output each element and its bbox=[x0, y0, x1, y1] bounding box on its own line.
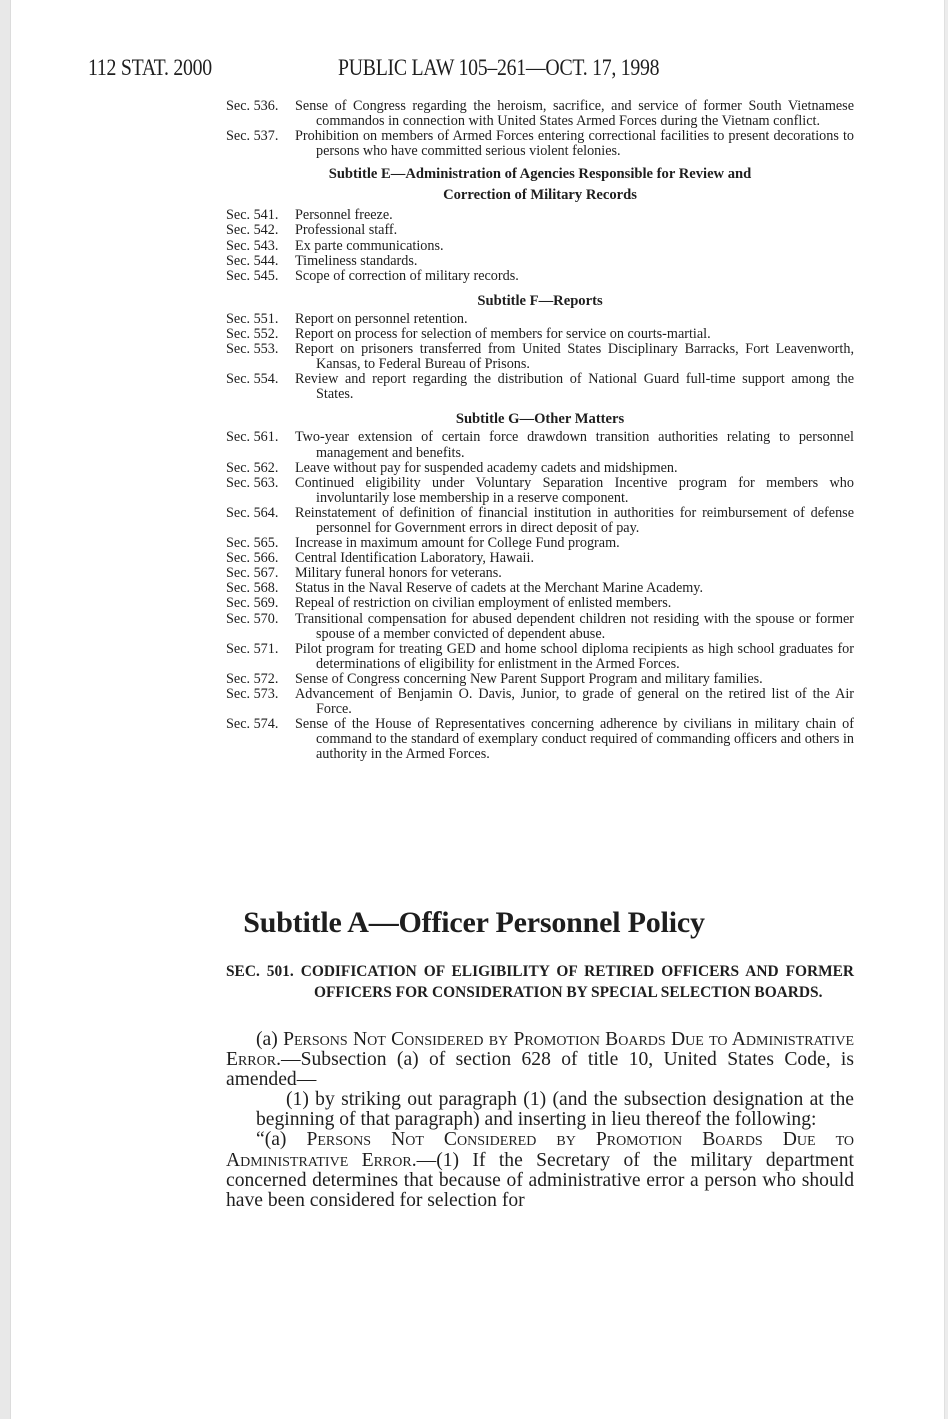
toc-subtitle-f-entries bbox=[226, 312, 854, 403]
quoted-subsection-a bbox=[226, 1130, 854, 1210]
page-left-edge bbox=[0, 0, 11, 1419]
toc-entry-number: Sec. 565. bbox=[226, 535, 279, 552]
toc-entry-number: Sec. 564. bbox=[226, 504, 279, 521]
toc-entry-title: Report on prisoners transferred from United States Disciplinary Barracks, Fort Leavenworth, Kansas, to Federal Bureau of Prisons. bbox=[295, 341, 854, 373]
toc-entry-number: Sec. 554. bbox=[226, 371, 279, 388]
table-of-contents bbox=[226, 99, 854, 762]
toc-entry-title: Prohibition on members of Armed Forces entering correctional facilities to present decorations to persons who have committed serious violent felonies. bbox=[295, 128, 854, 160]
toc-entry-title: Leave without pay for suspended academy cadets and midshipmen. bbox=[295, 459, 678, 476]
toc-subtitle-f-heading: Subtitle F—Reports bbox=[477, 292, 603, 309]
toc-entry bbox=[226, 566, 854, 581]
toc-entry bbox=[226, 430, 854, 460]
toc-entry-title: Timeliness standards. bbox=[295, 252, 418, 269]
toc-entry-title: Pilot program for treating GED and home school diploma recipients as high school graduates for determinations of eligibility for enlistment in the Armed Forces. bbox=[295, 640, 854, 672]
toc-subtitle-e-entries bbox=[226, 208, 854, 283]
toc-entry bbox=[226, 476, 854, 506]
toc-entry bbox=[226, 672, 854, 687]
toc-entry-title: Repeal of restriction on civilian employment of enlisted members. bbox=[295, 595, 672, 612]
toc-entry bbox=[226, 506, 854, 536]
quoted-subsection-a-caption: Persons Not Considered by Promotion Boards Due to Administrative Error. bbox=[226, 1129, 854, 1171]
toc-entry-number: Sec. 571. bbox=[226, 640, 279, 657]
toc-entry-number: Sec. 551. bbox=[226, 310, 279, 327]
toc-entry-title: Central Identification Laboratory, Hawaii. bbox=[295, 550, 534, 567]
toc-entry-number: Sec. 552. bbox=[226, 325, 279, 342]
toc-entry bbox=[226, 612, 854, 642]
toc-entry bbox=[226, 223, 854, 238]
toc-entry bbox=[226, 312, 854, 327]
section-501-body bbox=[226, 1030, 854, 1211]
toc-entry bbox=[226, 581, 854, 596]
toc-entry-number: Sec. 570. bbox=[226, 610, 279, 627]
toc-entry bbox=[226, 461, 854, 476]
subsection-a-paragraph bbox=[226, 1030, 854, 1090]
toc-entry-title: Report on process for selection of members for service on courts-martial. bbox=[295, 325, 711, 342]
toc-entry-number: Sec. 537. bbox=[226, 128, 279, 145]
toc-pre-entries bbox=[226, 99, 854, 159]
toc-entry bbox=[226, 596, 854, 611]
toc-entry-title: Increase in maximum amount for College Fund program. bbox=[295, 535, 620, 552]
toc-entry-number: Sec. 566. bbox=[226, 550, 279, 567]
running-head bbox=[0, 55, 948, 85]
toc-entry bbox=[226, 687, 854, 717]
toc-entry bbox=[226, 717, 854, 762]
toc-entry-number: Sec. 574. bbox=[226, 716, 279, 733]
section-501-heading bbox=[226, 961, 854, 1003]
toc-entry-number: Sec. 569. bbox=[226, 595, 279, 612]
toc-entry bbox=[226, 208, 854, 223]
toc-entry-number: Sec. 567. bbox=[226, 565, 279, 582]
toc-entry-number: Sec. 536. bbox=[226, 98, 279, 114]
subsection-a-text: —Subsection (a) of section 628 of title 10, United States Code, is amended— bbox=[226, 1049, 854, 1091]
toc-entry-number: Sec. 573. bbox=[226, 686, 279, 702]
toc-entry-number: Sec. 545. bbox=[226, 267, 279, 284]
toc-entry-title: Sense of the House of Representatives concerning adherence by civilians in military chain of command to the standard of exemplary conduct required of commanding officers and others in authority in the Armed Forces. bbox=[295, 716, 854, 763]
toc-entry-title: Sense of Congress regarding the heroism, sacrifice, and service of former South Vietnamese commandos in connection with United States Armed Forces during the Vietnam conflict. bbox=[295, 98, 854, 130]
toc-entry-number: Sec. 543. bbox=[226, 237, 279, 254]
toc-entry-title: Two-year extension of certain force drawdown transition authorities relating to personnel management and benefits. bbox=[295, 429, 854, 461]
toc-entry bbox=[226, 372, 854, 402]
toc-entry-number: Sec. 563. bbox=[226, 474, 279, 491]
subsection-a-label: (a) bbox=[256, 1029, 284, 1050]
page-folio: 112 STAT. 2000 bbox=[88, 55, 212, 80]
subtitle-a-heading-text: Subtitle A—Officer Personnel Policy bbox=[243, 906, 705, 939]
toc-entry-title: Transitional compensation for abused dependent children not residing with the spouse or former spouse of a member convicted of dependent abuse. bbox=[295, 610, 854, 642]
toc-entry-title: Sense of Congress concerning New Parent Support Program and military families. bbox=[295, 670, 763, 687]
toc-subtitle-g-entries bbox=[226, 430, 854, 762]
toc-entry-number: Sec. 553. bbox=[226, 341, 279, 358]
toc-subtitle-e-line2: Correction of Military Records bbox=[443, 187, 637, 204]
toc-entry-number: Sec. 541. bbox=[226, 207, 279, 224]
toc-entry bbox=[226, 642, 854, 672]
toc-entry bbox=[226, 551, 854, 566]
quoted-subsection-a-text: —(1) If the Secretary of the military department concerned determines that because of administrative error a person who should have been considered for selection for bbox=[226, 1149, 854, 1211]
subsection-a-caption: Persons Not Considered by Promotion Boards Due to Administrative Error. bbox=[226, 1029, 854, 1071]
quoted-subsection-a-label: “(a) bbox=[256, 1129, 307, 1151]
paragraph-1: (1) by striking out paragraph (1) (and the subsection designation at the beginning of that paragraph) and inserting in lieu thereof the following: bbox=[256, 1089, 854, 1131]
toc-subtitle-e-heading bbox=[226, 164, 854, 206]
toc-subtitle-e-line1: Subtitle E—Administration of Agencies Responsible for Review and bbox=[328, 166, 752, 183]
toc-entry-title: Personnel freeze. bbox=[295, 207, 393, 224]
toc-entry bbox=[226, 129, 854, 159]
toc-entry-number: Sec. 572. bbox=[226, 670, 279, 687]
section-501-heading-text: SEC. 501. CODIFICATION OF ELIGIBILITY OF RETIRED OFFICERS AND FORMER OFFICERS FOR CONSIDERATION BY SPECIAL SELECTION BOARDS. bbox=[226, 963, 854, 1001]
toc-entry-title: Scope of correction of military records. bbox=[295, 267, 519, 284]
toc-entry-title: Military funeral honors for veterans. bbox=[295, 565, 502, 582]
toc-entry bbox=[226, 254, 854, 269]
toc-entry-title: Status in the Naval Reserve of cadets at the Merchant Marine Academy. bbox=[295, 580, 704, 597]
toc-entry-title: Professional staff. bbox=[295, 222, 398, 239]
toc-entry-title: Advancement of Benjamin O. Davis, Junior, to grade of general on the retired list of the Air Force. bbox=[295, 686, 854, 718]
toc-entry-title: Continued eligibility under Voluntary Separation Incentive program for members who involuntarily lose membership in a reserve component. bbox=[295, 474, 854, 506]
toc-entry-number: Sec. 568. bbox=[226, 580, 279, 597]
toc-entry bbox=[226, 327, 854, 342]
toc-entry bbox=[226, 342, 854, 372]
toc-entry bbox=[226, 536, 854, 551]
toc-entry bbox=[226, 99, 854, 129]
toc-entry-number: Sec. 544. bbox=[226, 252, 279, 269]
toc-entry-title: Report on personnel retention. bbox=[295, 310, 468, 327]
subtitle-a-heading bbox=[0, 906, 948, 940]
toc-entry-title: Review and report regarding the distribution of National Guard full-time support among the States. bbox=[295, 371, 854, 403]
toc-entry-number: Sec. 562. bbox=[226, 459, 279, 476]
toc-entry-number: Sec. 542. bbox=[226, 222, 279, 239]
toc-entry bbox=[226, 239, 854, 254]
toc-entry bbox=[226, 269, 854, 284]
running-title: PUBLIC LAW 105–261—OCT. 17, 1998 bbox=[338, 55, 660, 80]
toc-subtitle-g-heading: Subtitle G—Other Matters bbox=[455, 411, 625, 428]
toc-entry-number: Sec. 561. bbox=[226, 429, 279, 446]
page-right-edge bbox=[944, 0, 948, 1419]
toc-entry-title: Reinstatement of definition of financial institution in authorities for reimbursement of defense personnel for Government errors in direct deposit of pay. bbox=[295, 504, 854, 536]
toc-entry-title: Ex parte communications. bbox=[295, 237, 444, 254]
